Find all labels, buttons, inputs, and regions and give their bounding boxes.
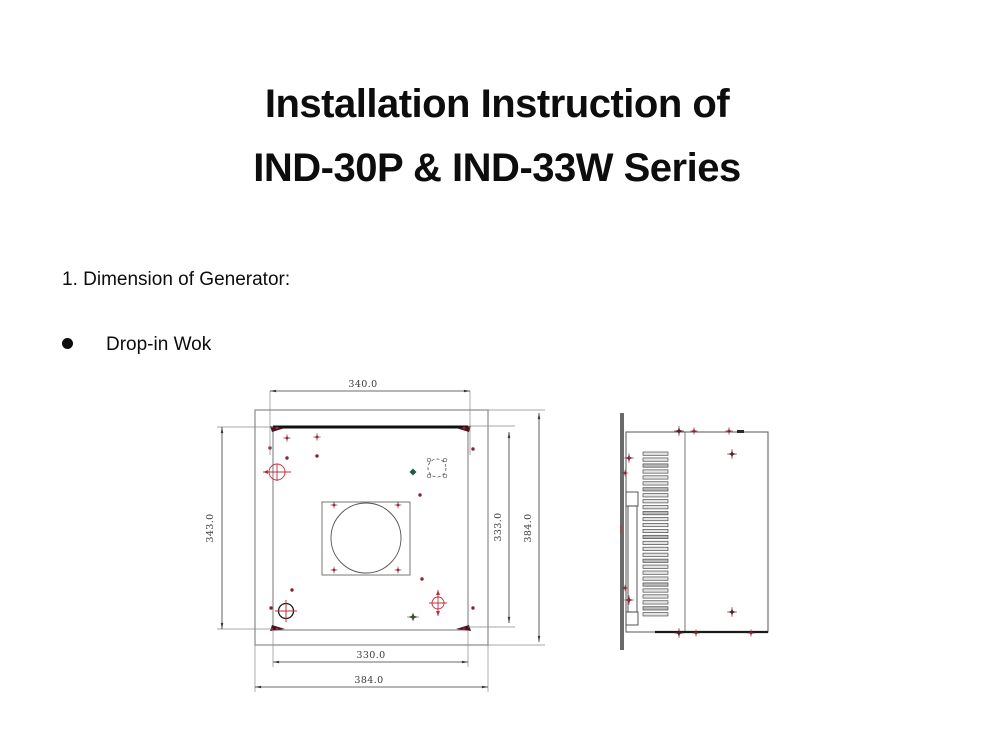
dim-top-width (270, 379, 470, 455)
bullet-icon (62, 338, 73, 349)
side-screw-marks (621, 426, 755, 638)
dim-inner-right-height (468, 426, 515, 627)
side-bracket (626, 492, 638, 625)
title-line-1: Installation Instruction of (264, 82, 730, 126)
inner-body-outline (273, 427, 468, 630)
side-view-drawing (600, 402, 785, 658)
fan-circle (331, 503, 401, 573)
page-title (0, 72, 994, 200)
title-line-2: IND-30P & IND-33W Series (253, 146, 741, 190)
bullet-item (62, 334, 211, 356)
svg-text:343.0: 343.0 (205, 513, 216, 543)
bullet-label: Drop-in Wok (106, 334, 212, 355)
svg-text:384.0: 384.0 (354, 675, 384, 686)
vent-slots (643, 452, 668, 616)
section-heading: 1. Dimension of Generator: (62, 269, 291, 290)
green-star-mark (407, 613, 419, 622)
svg-text:333.0: 333.0 (493, 512, 504, 542)
connector-hole-dashed-circle (427, 458, 447, 478)
fan-cutout-square (322, 502, 410, 575)
svg-text:384.0: 384.0 (523, 513, 534, 543)
dim-bottom-inner-width (273, 630, 468, 667)
svg-text:330.0: 330.0 (356, 650, 386, 661)
svg-text:340.0: 340.0 (348, 379, 378, 390)
crosshair-mark-bottom-right (429, 590, 447, 616)
dim-left-height (205, 427, 273, 629)
crosshair-mark-bottom-left (275, 600, 297, 622)
green-diamond-mark (410, 469, 417, 476)
top-view-drawing (193, 371, 555, 707)
outer-flange-outline (255, 410, 488, 645)
crosshair-mark-top-left (263, 464, 291, 481)
mounting-hole-dots (268, 433, 474, 610)
